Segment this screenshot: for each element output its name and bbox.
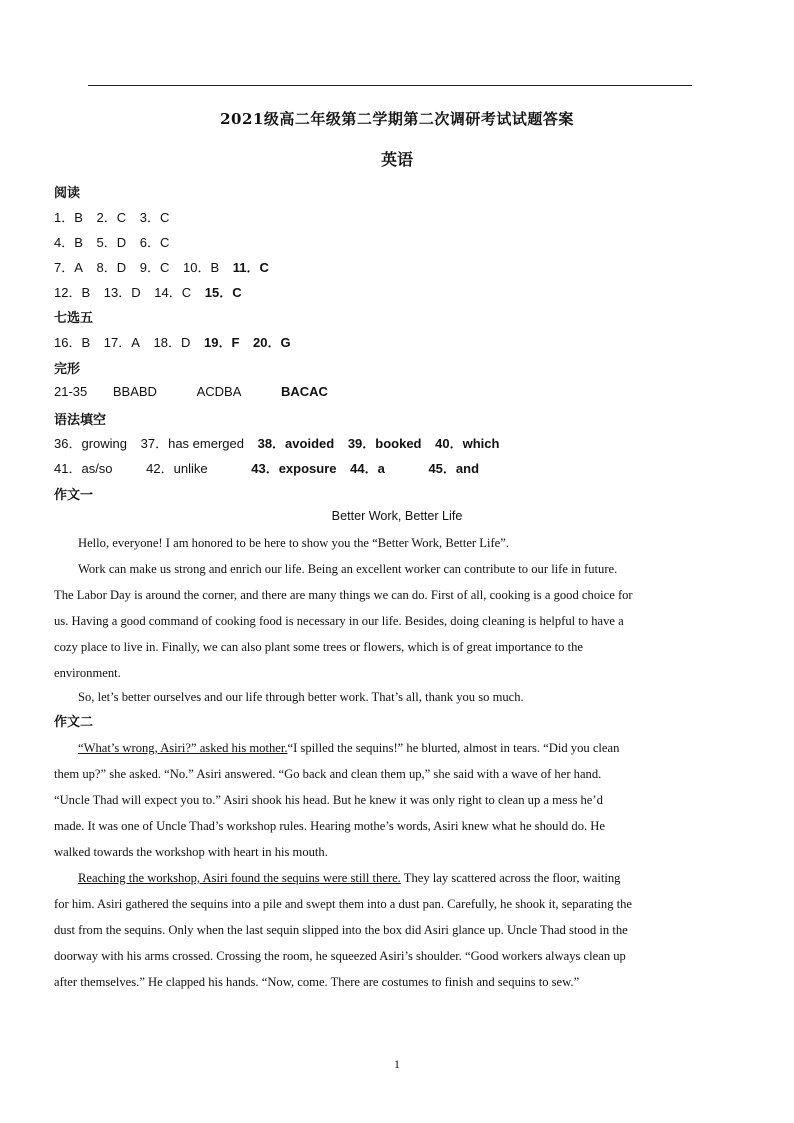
answer: 44．a [350, 461, 385, 476]
essay-line: dust from the sequins. Only when the last sequin slipped into the box did Asiri glance up. Uncle Thad stood in the [54, 923, 628, 937]
essay-title: Better Work, Better Life [331, 509, 463, 523]
answer-row [54, 257, 279, 276]
answer-row [54, 282, 252, 301]
essay-line: The Labor Day is around the corner, and there are many things we can do. First of all, cooking is a good choice for [54, 588, 633, 602]
answer: 40．which [435, 436, 500, 451]
essay-line: Work can make us strong and enrich our life. Being an excellent worker can contribute to our life in future. [78, 562, 618, 576]
answer: 18．D [153, 335, 191, 350]
page-title: 2021级高二年级第二学期第二次调研考试试题答案 [220, 110, 574, 128]
answer: 45．and [428, 461, 480, 476]
answer: 6．C [139, 235, 170, 250]
essay-line: cozy place to live in. Finally, we can also plant some trees or flowers, which is of great importance to the [54, 640, 584, 654]
answer: 8．D [96, 260, 127, 275]
underlined-text: Reaching the workshop, Asiri found the sequins were still there. [78, 871, 401, 885]
answer: 37．has emerged [140, 436, 244, 451]
essay-line [54, 865, 722, 891]
answer: 16．B [54, 335, 91, 350]
answer-row [54, 332, 301, 351]
answer: ACDBA [196, 384, 242, 399]
section-heading-essay2: 作文二 [54, 715, 94, 730]
answer: 7．A [54, 260, 83, 275]
answer: 17．A [103, 335, 140, 350]
essay-line: environment. [54, 666, 121, 680]
essay-line: after themselves.” He clapped his hands. “Now, come. There are costumes to finish and sequins to sew.” [54, 975, 580, 989]
answer-range: 21-35 [54, 384, 88, 399]
essay-line [54, 735, 722, 761]
answer-row [54, 207, 179, 226]
answer-row [54, 433, 509, 452]
header-rule [88, 85, 692, 86]
answer: 1．B [54, 210, 83, 225]
section-heading-reading: 阅读 [54, 186, 81, 201]
essay-line: them up?” she asked. “No.” Asiri answered. “Go back and clean them up,” she said with a wave of her hand. [54, 767, 602, 781]
essay-line: Hello, everyone! I am honored to be here to show you the “Better Work, Better Life”. [78, 536, 509, 550]
answer-row [54, 384, 338, 399]
answer: 3．C [139, 210, 170, 225]
answer: BBABD [112, 384, 157, 399]
answer: 39．booked [347, 436, 422, 451]
essay-line: us. Having a good command of cooking food is necessary in our life. Besides, doing cleaning is helpful to have a [54, 614, 624, 628]
answer: BACAC [281, 384, 328, 399]
section-heading-essay1: 作文一 [54, 488, 94, 503]
answer: 5．D [96, 235, 127, 250]
answer: 9．C [139, 260, 170, 275]
answer-row [54, 232, 179, 251]
answer: 11．C [232, 260, 269, 275]
subject-title: 英语 [380, 150, 413, 169]
answer: 36．growing [54, 436, 127, 451]
page-number: 1 [394, 1057, 400, 1071]
answer: 19．F [204, 335, 240, 350]
essay-line: for him. Asiri gathered the sequins into a pile and swept them into a dust pan. Carefully, he shook it, separating the [54, 897, 633, 911]
essay-line: So, let’s better ourselves and our life through better work. That’s all, thank you so much. [78, 690, 524, 704]
answer: 4．B [54, 235, 83, 250]
essay-line: doorway with his arms crossed. Crossing the room, he squeezed Asiri’s shoulder. “Good workers always clean up [54, 949, 626, 963]
section-heading-grammar: 语法填空 [54, 413, 107, 428]
answer: 15．C [204, 285, 242, 300]
answer: 43．exposure [251, 461, 337, 476]
answer: 2．C [96, 210, 127, 225]
answer: 42．unlike [146, 461, 208, 476]
section-heading-cloze: 完形 [54, 362, 81, 377]
section-heading-seven-choose-five: 七选五 [54, 311, 94, 326]
answer: 14．C [154, 285, 192, 300]
essay-line: made. It was one of Uncle Thad’s workshop rules. Hearing mothe’s words, Asiri knew what he should do. He [54, 819, 605, 833]
essay-line: “Uncle Thad will expect you to.” Asiri shook his head. But he knew it was only right to clean up a mess he’d [54, 793, 603, 807]
answer: 41．as/so [54, 461, 113, 476]
answer: 10．B [183, 260, 220, 275]
essay-line: walked towards the workshop with heart in his mouth. [54, 845, 328, 859]
essay-text: “I spilled the sequins!” he blurted, almost in tears. “Did you clean [287, 741, 620, 755]
essay-text: They lay scattered across the floor, waiting [400, 871, 621, 885]
answer-row [54, 458, 489, 477]
underlined-text: “What’s wrong, Asiri?” asked his mother. [78, 741, 288, 755]
answer: 13．D [103, 285, 141, 300]
answer: 20．G [253, 335, 291, 350]
answer: 38．avoided [257, 436, 335, 451]
answer: 12．B [54, 285, 91, 300]
